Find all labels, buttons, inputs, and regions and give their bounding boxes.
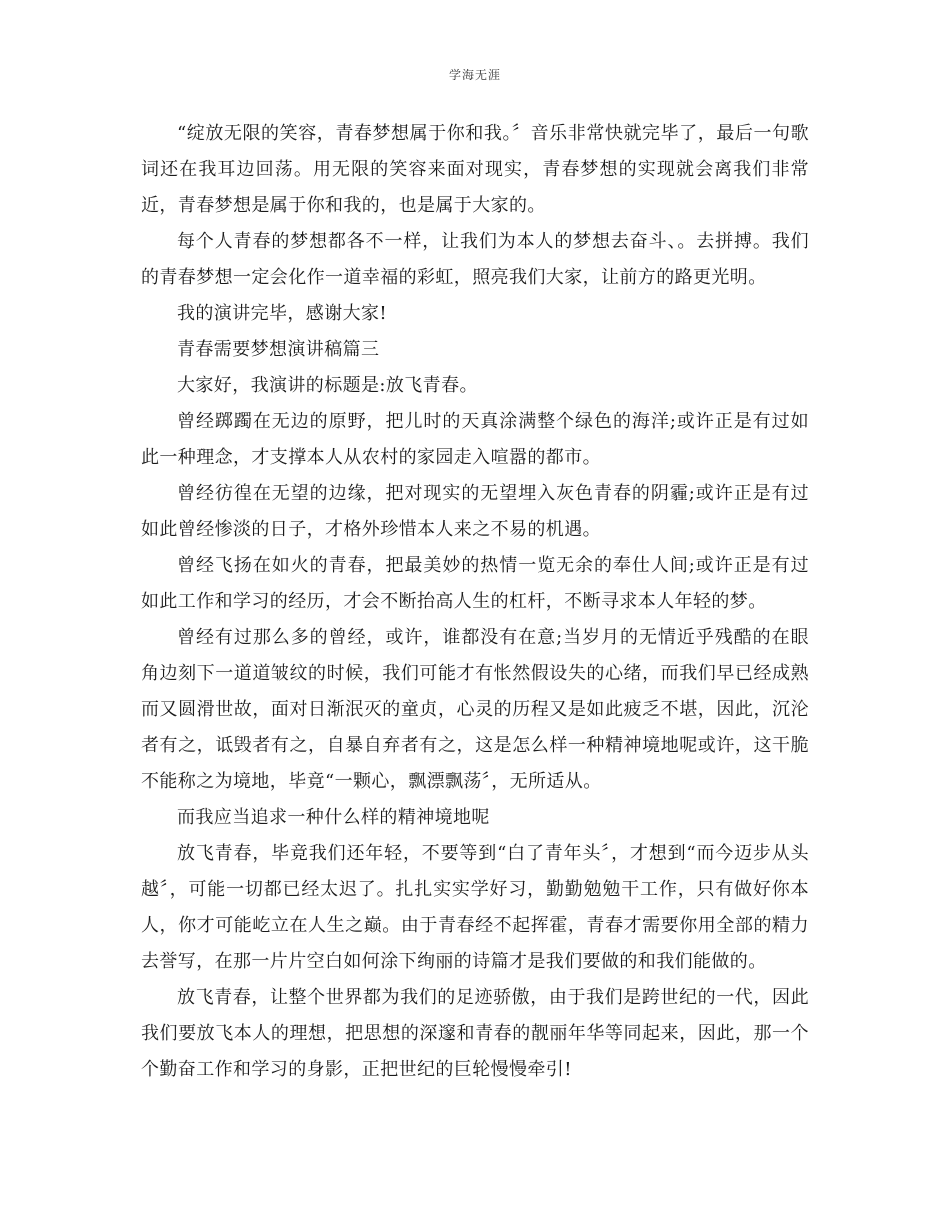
- paragraph: 每个人青春的梦想都各不一样，让我们为本人的梦想去奋斗、。去拼搏。我们的青春梦想一定会化作一道幸福的彩虹，照亮我们大家，让前方的路更光明。: [141, 231, 809, 288]
- paragraph: 曾经有过那么多的曾经，或许，谁都没有在意;当岁月的无情近乎残酷的在眼角边刻下一道道皱纹的时候，我们可能才有怅然假设失的心绪，而我们早已经成熟而又圆滑世故，面对日渐泯灭的童贞，心灵的历程又是如此疲乏不堪，因此，沉沦者有之，诋毁者有之，自暴自弃者有之，这是怎么样一种精神境地呢或许，这干脆不能称之为境地，毕竟“一颗心，飘漂飘荡〞，无所适从。: [141, 627, 809, 792]
- paragraph: “绽放无限的笑容，青春梦想属于你和我。〞音乐非常快就完毕了，最后一句歌词还在我耳边回荡。用无限的笑容来面对现实，青春梦想的实现就会离我们非常近，青春梦想是属于你和我的，也是属于大家的。: [141, 123, 809, 216]
- paragraph: 曾经彷徨在无望的边缘，把对现实的无望埋入灰色青春的阴霾;或许正是有过如此曾经惨淡的日子，才格外珍惜本人来之不易的机遇。: [141, 483, 809, 540]
- paragraph: 而我应当追求一种什么样的精神境地呢: [177, 807, 490, 828]
- paragraph: 我的演讲完毕，感谢大家!: [177, 303, 388, 324]
- paragraph: 曾经飞扬在如火的青春，把最美妙的热情一览无余的奉仕人间;或许正是有过如此工作和学习的经历，才会不断抬高人生的杠杆，不断寻求本人年轻的梦。: [141, 555, 809, 612]
- paragraph: 放飞青春，让整个世界都为我们的足迹骄傲，由于我们是跨世纪的一代，因此我们要放飞本人的理想，把思想的深邃和青春的靓丽年华等同起来，因此，那一个个勤奋工作和学习的身影，正把世纪的巨轮慢慢牵引!: [141, 987, 809, 1080]
- paragraph: 曾经踯躅在无边的原野，把儿时的天真涂满整个绿色的海洋;或许正是有过如此一种理念，才支撑本人从农村的家园走入喧嚣的都市。: [141, 411, 809, 468]
- document-body: [141, 116, 809, 1088]
- section-heading: 青春需要梦想演讲稿篇三: [177, 339, 380, 360]
- paragraph: 大家好，我演讲的标题是:放飞青春。: [177, 375, 478, 396]
- page-header: 学海无涯: [448, 68, 501, 82]
- paragraph: 放飞青春，毕竟我们还年轻，不要等到“白了青年头〞，才想到“而今迈步从头越〞，可能一切都已经太迟了。扎扎实实学好习，勤勤勉勉干工作，只有做好你本人，你才可能屹立在人生之巅。由于青春经不起挥霍，青春才需要你用全部的精力去誉写，在那一片片空白如何涂下绚丽的诗篇才是我们要做的和我们能做的。: [141, 843, 809, 972]
